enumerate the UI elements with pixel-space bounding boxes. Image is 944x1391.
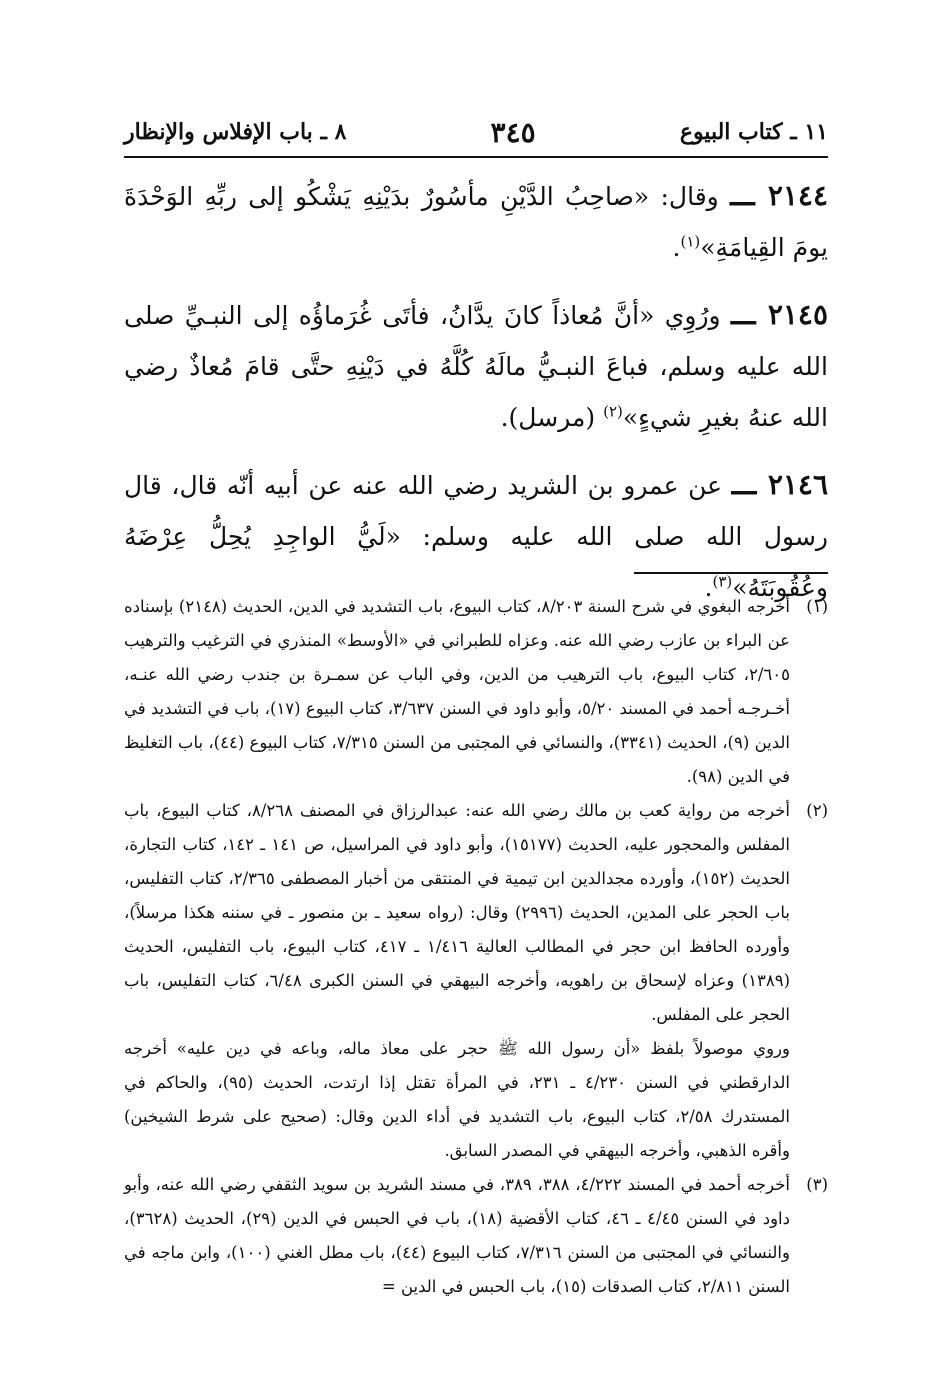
header-book-title: ١١ ـ كتاب البيوع [679, 119, 828, 145]
hadith-2144 [124, 170, 828, 273]
footnote-number: (٢) [806, 801, 828, 820]
hadith-tail: . [672, 233, 681, 262]
hadith-tail: (مرسل). [500, 403, 604, 432]
footnote-number: (٣) [806, 1175, 828, 1194]
running-header [124, 108, 828, 158]
footnote-text: أخرجه البغوي في شرح السنة ٨/٢٠٣، كتاب البيوع، باب التشديد في الدين، الحديث (٢١٤٨) بإسناده عن البراء بن عازب رضي الله عنه. وعزاه للطبراني في «الأوسط» المنذري في الترغيب والترهيب ٢/٦٠٥، كتاب البيوع، باب الترهيب من الدين، وفي الباب عن سمـرة بن جندب رضي الله عنـه، أخـرجـه أحمد في المسند ٥/٢٠، وأبو داود في السنن ٣/٦٣٧، كتاب البيوع (١٧)، باب في التشديد في الدين (٩)، الحديث (٣٣٤١)، والنسائي في المجتبى من السنن ٧/٣١٥، كتاب البيوع (٤٤)، باب التغليظ في الدين (٩٨). [124, 597, 790, 786]
footnote-text: أخرجه من رواية كعب بن مالك رضي الله عنه: عبدالرزاق في المصنف ٨/٢٦٨، كتاب البيوع، باب المفلس والمحجور عليه، الحديث (١٥١٧٧)، وأبو داود في المراسيل، ص ١٤١ ـ ١٤٢، كتاب التجارة، الحديث (١٥٢)، وأورده مجدالدين ابن تيمية في المنتقى من أخبار المصطفى ٢/٣٦٥، كتاب التفليس، باب الحجر على المدين، الحديث (٢٩٩٦) وقال: (رواه سعيد ـ بن منصور ـ في سننه هكذا مرسلاً)، وأورده الحافظ ابن حجر في المطالب العالية ١/٤١٦ ـ ٤١٧، كتاب البيوع، باب التفليس، الحديث (١٣٨٩) وعزاه لإسحاق بن راهويه، وأخرجه البيهقي في السنن الكبرى ٦/٤٨، كتاب التفليس، باب الحجر على المفلس. [124, 801, 790, 1024]
footnote-text-continued: وروي موصولاً بلفظ «أن رسول الله ﷺ حجر على معاذ ماله، وباعه في دين عليه» أخرجه الدارقطني في السنن ٤/٢٣٠ ـ ٢٣١، في المرأة تقتل إذا ارتدت، الحديث (٩٥)، والحاكم في المستدرك ٢/٥٨، كتاب البيوع، باب التشديد في أداء الدين وقال: (صحيح على شرط الشيخين) وأقره الذهبي، وأخرجه البيهقي في المصدر السابق. [124, 1039, 790, 1160]
hadith-number: ٢١٤٥ ـــ [731, 298, 828, 331]
footnote-text: أخرجه أحمد في المسند ٤/٢٢٢، ٣٨٨، ٣٨٩، في مسند الشريد بن سويد الثقفي رضي الله عنه، وأبو داود في السنن ٤/٤٥ ـ ٤٦، كتاب الأقضية (١٨)، باب في الحبس في الدين (٢٩)، الحديث (٣٦٢٨)، والنسائي في المجتبى من السنن ٧/٣١٦، كتاب البيوع (٤٤)، باب مطل الغني (١٠٠)، وابن ماجه في السنن ٢/٨١١، كتاب الصدقات (١٥)، باب الحبس في الدين = [124, 1175, 790, 1296]
footnotes [124, 590, 828, 1304]
footnote-1 [124, 590, 828, 794]
footnote-number: (١) [806, 597, 828, 616]
footnote-ref[interactable]: (٣) [712, 572, 733, 591]
hadith-text: وقال: «صاحِبُ الدَّيْنِ مأسُورٌ بدَيْنِهِ يَشْكُو إلى ربِّهِ الوَحْدَةَ يومَ القِيامَةِ» [124, 182, 828, 262]
page-number: ٣٤٥ [490, 115, 536, 149]
footnote-ref[interactable]: (١) [680, 232, 701, 251]
hadith-text: ورُوِي «أنَّ مُعاذاً كانَ يدَّانُ، فأتَى غُرَماؤُه إلى النبـيِّ صلى الله عليه وسلم، فباعَ النبـيُّ مالَهُ كُلَّهُ في دَيْنِهِ حتَّى قامَ مُعاذٌ رضي الله عنهُ بغيرِ شيءٍ» [124, 301, 828, 432]
main-text [124, 170, 828, 629]
hadith-number: ٢١٤٤ ـــ [730, 179, 828, 212]
footnote-separator [634, 572, 828, 574]
footnote-ref[interactable]: (٢) [603, 402, 623, 421]
hadith-number: ٢١٤٦ ـــ [731, 468, 828, 501]
hadith-text: عن عمرو بن الشريد رضي الله عنه عن أبيه أنّه قال، قال رسول الله صلى الله عليه وسلم: «لَيُّ الواجِدِ يُحِلُّ عِرْضَهُ وعُقُوبَتَهُ» [124, 471, 828, 602]
footnote-2 [124, 794, 828, 1168]
hadith-tail: . [704, 573, 713, 602]
hadith-2145 [124, 289, 828, 443]
footnote-3 [124, 1168, 828, 1304]
header-chapter-title: ٨ ـ باب الإفلاس والإنظار [124, 119, 347, 145]
